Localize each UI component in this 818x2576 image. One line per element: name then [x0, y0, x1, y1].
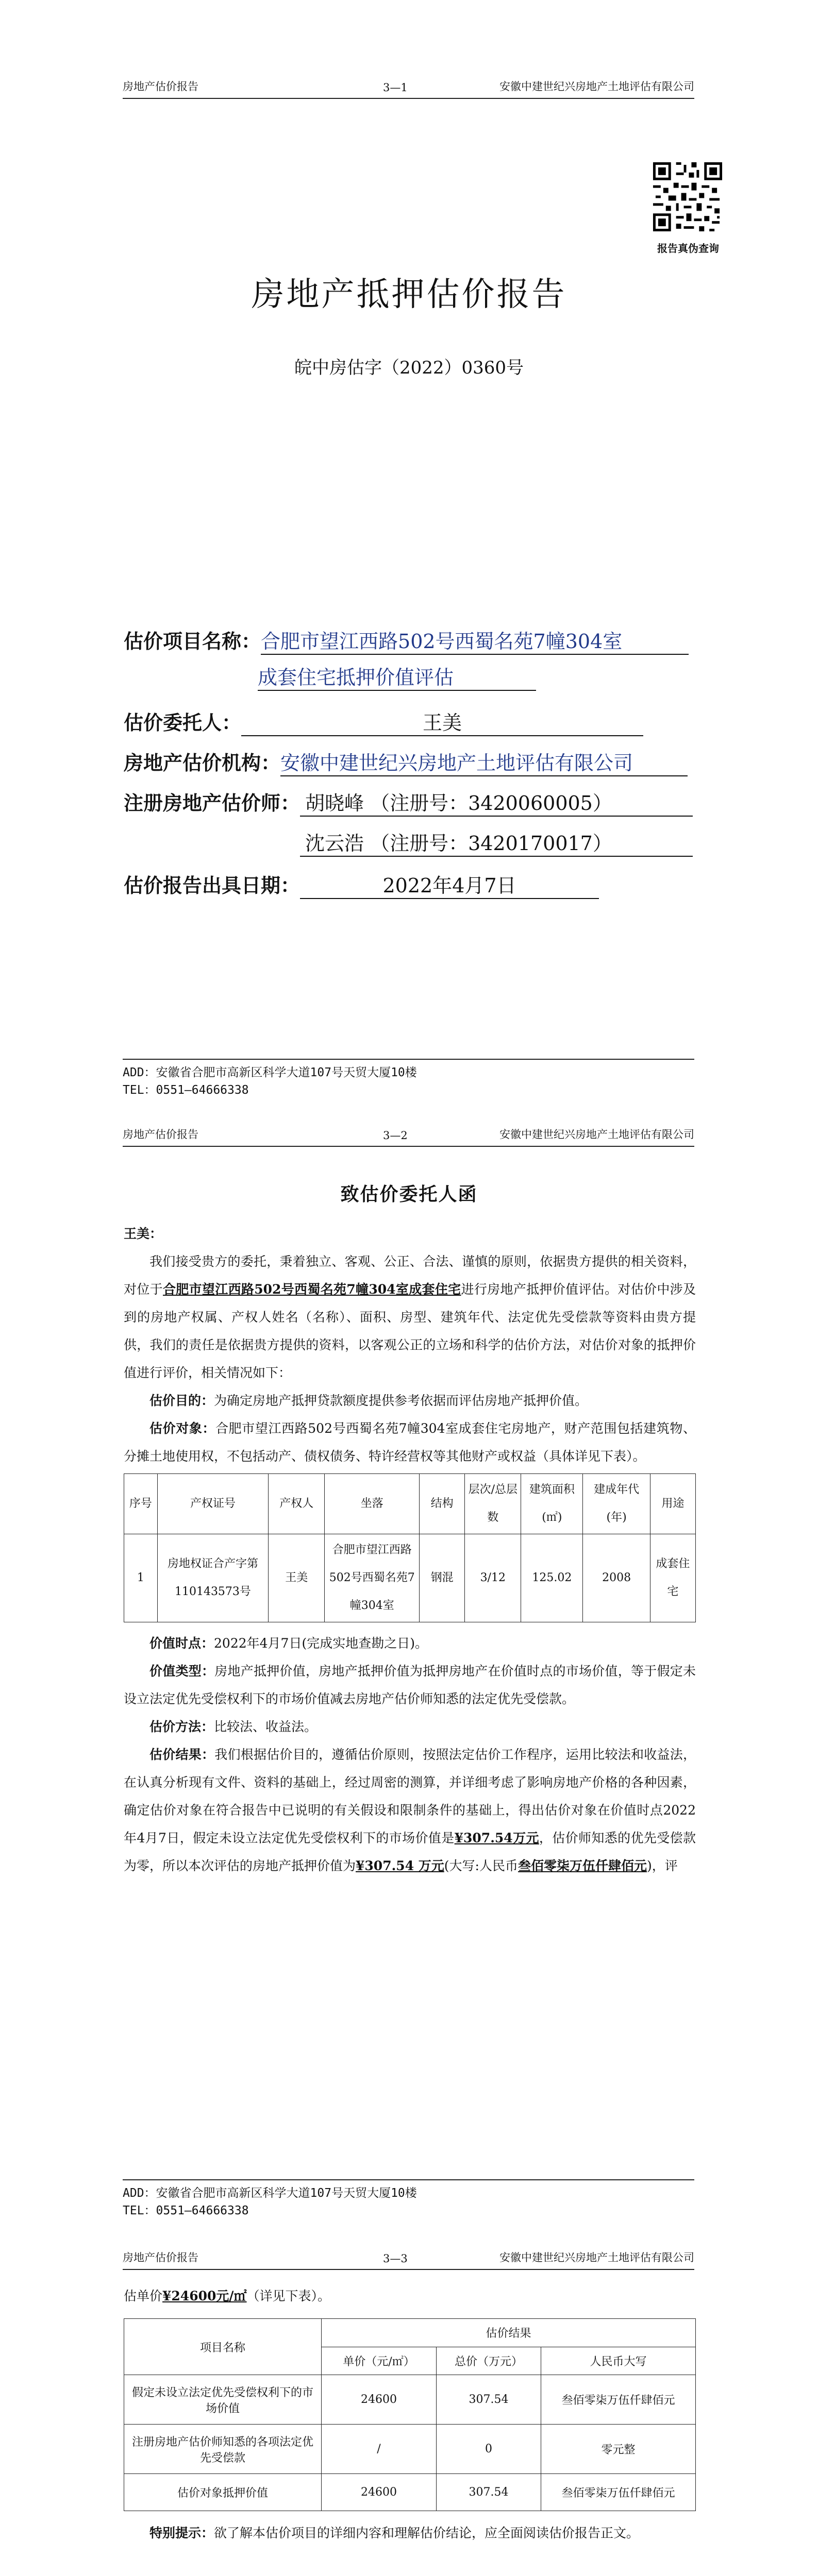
purpose-text: 为确定房地产抵押贷款额度提供参考依据而评估房地产抵押价值。	[214, 1393, 588, 1408]
value-type-label: 价值类型：	[149, 1664, 215, 1679]
report-number: 皖中房估字（2022）0360号	[294, 358, 524, 378]
upper-case-header: 人民币大写	[541, 2347, 696, 2375]
table-cell: 24600	[322, 2375, 437, 2425]
table-cell: 叁佰零柒万伍仟肆佰元	[541, 2375, 696, 2425]
report-date: 2022年4月7日	[300, 870, 599, 899]
report-date-label: 估价报告出具日期：	[124, 874, 301, 897]
intro-text-a: 我们接受贵方的委托，秉着独立、客观、公正、合法、谨慎的原则，依据贵方提供的相关资料，对位于	[124, 1254, 696, 1297]
cover-page	[0, 0, 818, 1118]
result-text-a: 我们根据估价目的，遵循估价原则，按照法定估价工作程序，运用比较法和收益法，在认真分析现有文件、资料的基础上，经过周密的测算，并详细考虑了影响房地产价格的各种因素，确定估价对象在符合报告中已说明的有关假设和限制条件的基础上，得出估价对象在价值时点2022年4月7日，假定未设立法定优先受偿权利下的市场价值是	[124, 1747, 696, 1845]
agency-row	[124, 747, 696, 776]
qr-code-icon[interactable]	[650, 160, 725, 234]
footer-address: ADD：安徽省合肥市高新区科学大道107号天贸大厦10楼	[123, 1066, 417, 1079]
project-name-row	[124, 625, 696, 655]
appraiser-2: 沈云浩 （注册号：3420170017）	[300, 827, 693, 857]
table-cell: 24600	[322, 2474, 437, 2511]
header-company: 安徽中建世纪兴房地产土地评估有限公司	[499, 80, 694, 93]
table-header-cell: 用途	[650, 1474, 695, 1534]
unit-price-text-a: 估单价	[124, 2289, 163, 2303]
appraiser-row	[124, 787, 696, 817]
report-date-row	[124, 870, 696, 899]
unit-price-value: ¥24600元/㎡	[162, 2289, 247, 2303]
value-date-text: 2022年4月7日(完成实地查勘之日)。	[214, 1636, 428, 1651]
table-row	[124, 2425, 696, 2474]
result-mortgage-value: ¥307.54 万元	[356, 1858, 444, 1873]
intro-paragraph	[124, 1248, 696, 1387]
table-cell: 估价对象抵押价值	[124, 2474, 322, 2511]
appraiser-row-2	[124, 827, 696, 857]
summary-page	[0, 2241, 818, 2576]
header-page-number: 3—2	[383, 1129, 408, 1142]
table-header-cell: 坐落	[325, 1474, 420, 1534]
table-row	[124, 1534, 696, 1622]
table-header-cell: 建成年代(年)	[583, 1474, 650, 1534]
table-cell: 3/12	[465, 1534, 521, 1622]
value-type-text: 房地产抵押价值，房地产抵押价值为抵押房地产在价值时点的市场价值，等于假定未设立法定优先受偿权利下的市场价值减去房地产估价师知悉的法定优先受偿款。	[124, 1664, 696, 1706]
table-cell: 307.54	[437, 2474, 541, 2511]
table-cell: 0	[437, 2425, 541, 2474]
client-name: 王美	[241, 707, 643, 736]
table-cell: /	[322, 2425, 437, 2474]
method-label: 估价方法：	[149, 1719, 214, 1734]
appraiser-label: 注册房地产估价师：	[124, 791, 301, 815]
agency-label: 房地产估价机构：	[124, 751, 281, 774]
table-header-row	[124, 2319, 696, 2347]
object-label: 估价对象：	[149, 1421, 216, 1436]
value-type-paragraph	[124, 1657, 696, 1713]
result-continued	[124, 2282, 696, 2310]
table-cell: 叁佰零柒万伍仟肆佰元	[541, 2474, 696, 2511]
table-header-cell: 层次/总层数	[465, 1474, 521, 1534]
table-header-cell: 产权人	[269, 1474, 325, 1534]
table-cell: 房地权证合产字第110143573号	[157, 1534, 268, 1622]
footer-address: ADD：安徽省合肥市高新区科学大道107号天贸大厦10楼	[123, 2187, 417, 2200]
client-row	[124, 707, 696, 736]
table-cell: 注册房地产估价师知悉的各项法定优先受偿款	[124, 2425, 322, 2474]
header-left: 房地产估价报告	[123, 80, 198, 93]
method-text: 比较法、收益法。	[214, 1719, 318, 1734]
table-cell: 成套住宅	[650, 1534, 695, 1622]
object-text: 合肥市望江西路502号西蜀名苑7幢304室成套住宅房地产，财产范围包括建筑物、分摊土地使用权，不包括动产、债权债务、特许经营权等其他财产或权益（具体详见下表）。	[124, 1421, 696, 1464]
valuation-summary-table	[124, 2318, 696, 2511]
footer-tel: TEL：0551—64666338	[123, 2204, 249, 2217]
table-cell: 125.02	[521, 1534, 583, 1622]
result-text-b: ，估价师知悉的优先受偿款为零，所以本次评估的房地产抵押价值为	[124, 1831, 696, 1873]
header-page-number: 3—1	[383, 81, 408, 94]
result-paragraph	[124, 1741, 696, 1880]
letter-page	[0, 1118, 818, 2241]
result-label: 估价结果：	[149, 1747, 215, 1762]
intro-property: 合肥市望江西路502号西蜀名苑7幢304室成套住宅	[162, 1282, 461, 1297]
project-name-row-2	[124, 662, 696, 691]
result-text-c: (大写:人民币	[444, 1858, 518, 1873]
table-cell: 钢混	[420, 1534, 465, 1622]
agency-name: 安徽中建世纪兴房地产土地评估有限公司	[280, 747, 688, 776]
header-company: 安徽中建世纪兴房地产土地评估有限公司	[499, 1128, 694, 1141]
table-cell: 2008	[583, 1534, 650, 1622]
table-cell: 1	[124, 1534, 158, 1622]
value-date-paragraph	[124, 1630, 696, 1657]
table-cell: 合肥市望江西路502号西蜀名苑7幢304室	[325, 1534, 420, 1622]
unit-price-text-b: （详见下表）。	[246, 2289, 331, 2303]
table-cell: 零元整	[541, 2425, 696, 2474]
object-paragraph	[124, 1415, 696, 1470]
project-name-line2: 成套住宅抵押价值评估	[258, 662, 536, 691]
total-price-header: 总价（万元）	[437, 2347, 541, 2375]
special-tip-text: 欲了解本估价项目的详细内容和理解估价结论，应全面阅读估价报告正文。	[214, 2526, 640, 2540]
method-paragraph	[124, 1713, 696, 1741]
letter-body	[124, 1220, 696, 1880]
client-label: 估价委托人：	[124, 711, 242, 734]
page-footer	[123, 2179, 694, 2219]
project-name-line1: 合肥市望江西路502号西蜀名苑7幢304室	[261, 625, 689, 655]
table-header-cell: 结构	[420, 1474, 465, 1534]
footer-tel: TEL：0551—64666338	[123, 1083, 249, 1097]
salutation: 王美：	[124, 1226, 163, 1241]
appraiser-1: 胡晓峰 （注册号：3420060005）	[300, 787, 693, 817]
table-header-cell: 产权证号	[157, 1474, 268, 1534]
table-cell: 王美	[269, 1534, 325, 1622]
unit-price-header: 单价（元/㎡）	[322, 2347, 437, 2375]
table-header-row	[124, 1474, 696, 1534]
purpose-paragraph	[124, 1387, 696, 1415]
page-header	[123, 1125, 694, 1147]
table-cell: 307.54	[437, 2375, 541, 2425]
property-table	[124, 1473, 696, 1622]
letter-title: 致估价委托人函	[340, 1183, 478, 1205]
table-header-cell: 建筑面积(㎡)	[521, 1474, 583, 1534]
item-name-header: 项目名称	[124, 2319, 322, 2375]
special-tip-label: 特别提示：	[149, 2526, 214, 2540]
header-page-number: 3—3	[383, 2252, 408, 2265]
header-company: 安徽中建世纪兴房地产土地评估有限公司	[499, 2251, 694, 2264]
special-tip	[124, 2519, 696, 2547]
result-market-value: ¥307.54万元	[454, 1831, 539, 1845]
table-header-cell: 序号	[124, 1474, 158, 1534]
value-date-label: 价值时点：	[149, 1636, 214, 1651]
table-cell: 假定未设立法定优先受偿权利下的市场价值	[124, 2375, 322, 2425]
table-row	[124, 2474, 696, 2511]
page-header	[123, 77, 694, 99]
page-footer	[123, 1059, 694, 1099]
project-name-label: 估价项目名称：	[124, 630, 261, 653]
header-left: 房地产估价报告	[123, 1128, 198, 1141]
results-header: 估价结果	[322, 2319, 696, 2347]
purpose-label: 估价目的：	[149, 1393, 214, 1408]
qr-caption: 报告真伪查询	[657, 242, 719, 255]
result-value-upper: 叁佰零柒万伍仟肆佰元	[517, 1858, 647, 1873]
intro-text-b: 进行房地产抵押价值评估。对估价中涉及到的房地产权属、产权人姓名（名称）、面积、房型、建筑年代、法定优先受偿款等资料由贵方提供，我们的责任是依据贵方提供的资料，以客观公正的立场和科学的估价方法，对估价对象的抵押价值进行评价，相关情况如下：	[124, 1282, 696, 1380]
header-left: 房地产估价报告	[123, 2251, 198, 2264]
report-title: 房地产抵押估价报告	[251, 276, 567, 314]
page-header	[123, 2248, 694, 2270]
table-row	[124, 2375, 696, 2425]
result-text-d: )，评	[647, 1858, 678, 1873]
